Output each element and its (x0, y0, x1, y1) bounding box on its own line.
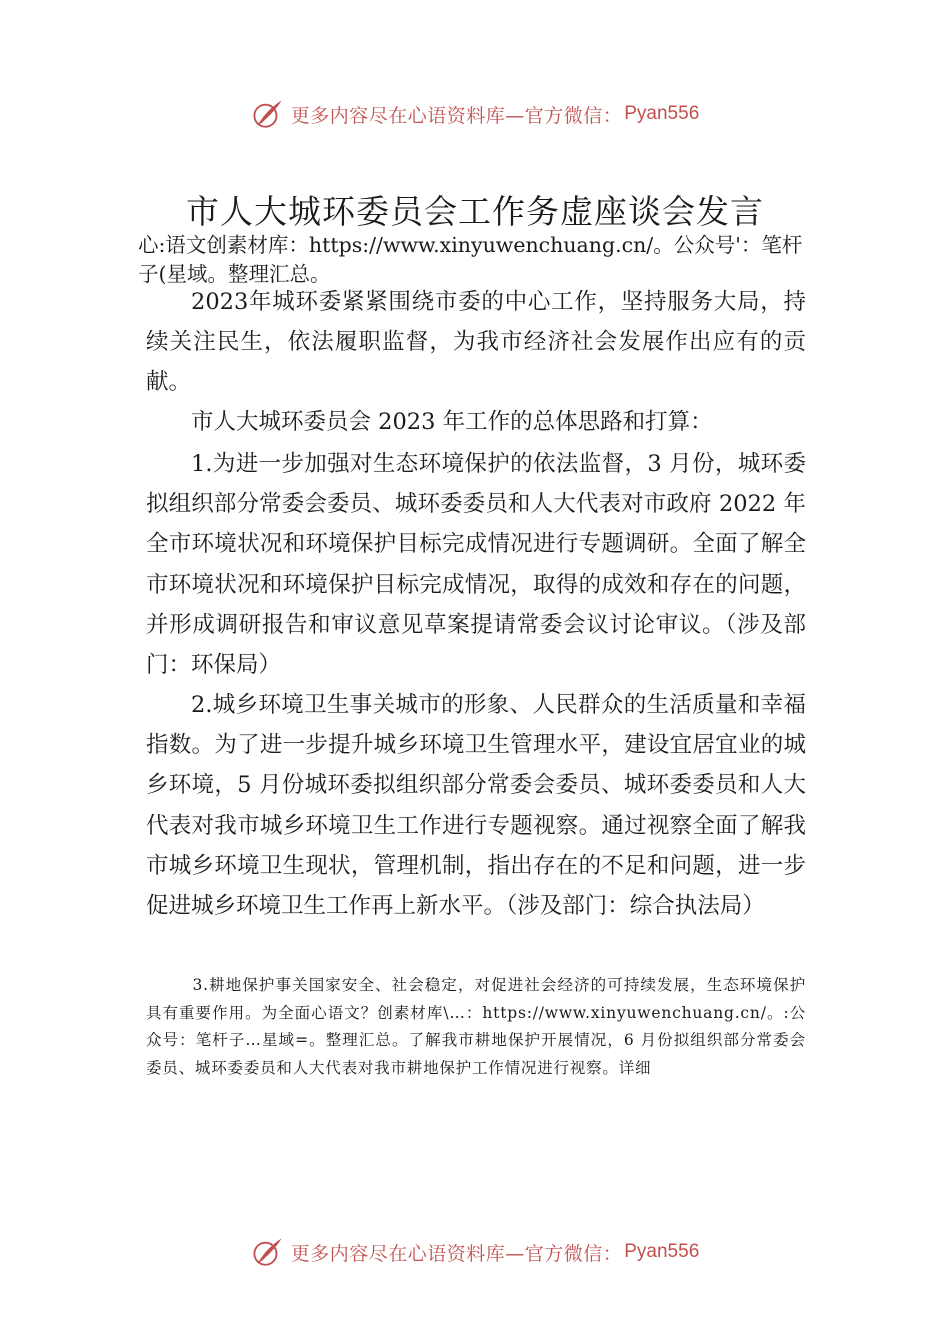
banner-wechat-handle: Pyan556 (624, 1241, 700, 1262)
paragraph-item-3: 3.耕地保护事关国家安全、社会稳定，对促进社会经济的可持续发展，生态环境保护具有重要作用。为全面心语文？创素材库\…：https://www.xinyuwenchuang.cn/。:公众号：笔杆子…星域=。整理汇总。了解我市耕地保护开展情况，6 月份拟组织部分常委会委员、城环委委员和人大代表对我市耕地保护工作情况进行视察。详细 (146, 976, 806, 1077)
banner-wechat-handle: Pyan556 (624, 103, 700, 124)
paragraph-plan-heading: 市人大城环委员会 2023 年工作的总体思路和打算： (191, 409, 713, 435)
paragraph-item-2: 2.城乡环境卫生事关城市的形象、人民群众的生活质量和幸福指数。为了进一步提升城乡环境卫生管理水平，建设宜居宜业的城乡环境，5 月份城环委拟组织部分常委会委员、城环委委员和人大代表对我市城乡环境卫生工作进行专题视察。通过视察全面了解我市城乡环境卫生现状，管理机制，指出存在的不足和问题，进一步促进城乡环境卫生工作再上新水平。（涉及部门：综合执法局） (146, 692, 806, 920)
source-line: 心:语文创素材库：https://www.xinyuwenchuang.cn/。公众号'：笔杆子(星域。整理汇总。 (138, 233, 803, 286)
banner-text: 更多内容尽在心语资料库—官方微信： (290, 1242, 623, 1265)
paragraph-item-1: 1.为进一步加强对生态环境保护的依法监督，3 月份，城环委拟组织部分常委会委员、城环委委员和人大代表对市政府 2022 年全市环境状况和环境保护目标完成情况进行专题调研。全面了解全市环境状况和环境保护目标完成情况，取得的成效和存在的问题，并形成调研报告和审议意见草案提请常委会议讨论审议。（涉及部门：环保局） (146, 451, 806, 679)
paragraph-intro: 2023年城环委紧紧围绕市委的中心工作，坚持服务大局，持续关注民生，依法履职监督，为我市经济社会发展作出应有的贡献。 (146, 289, 806, 396)
banner-text: 更多内容尽在心语资料库—官方微信： (290, 104, 623, 127)
document-title: 市人大城环委员会工作务虚座谈会发言 (186, 192, 764, 231)
header-banner (0, 94, 950, 134)
quill-logo-icon (251, 1235, 285, 1269)
quill-logo-icon (251, 97, 285, 131)
footer-banner (0, 1232, 950, 1272)
